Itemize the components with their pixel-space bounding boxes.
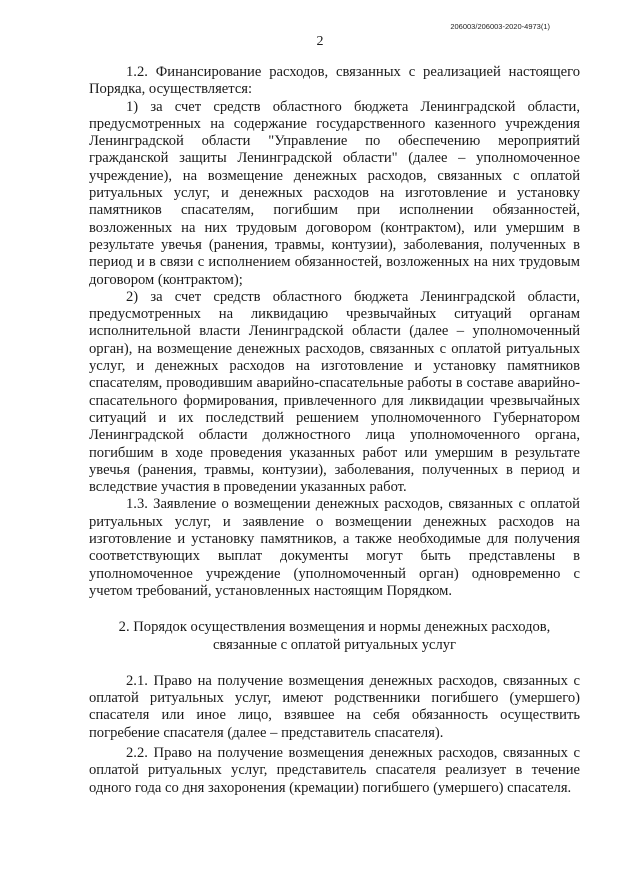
section-heading-line-2: связанные с оплатой ритуальных услуг [212,636,457,653]
document-id: 206003/206003-2020-4973(1) [450,22,550,31]
paragraph-2-1: 2.1. Право на получение возмещения денежных расходов, связанных с оплатой ритуальных услуг, имеют родственники погибшего (умершего) спасателя или иное лицо, взявшее на себя обязанность осуществить погребение спасателя (далее – представитель спасателя). [89,672,580,741]
document-body [89,64,580,797]
paragraph-2-2: 2.2. Право на получение возмещения денежных расходов, связанных с оплатой ритуальных услуг, представитель спасателя реализует в течение одного года со дня захоронения (кремации) погибшего (умершего) спасателя. [89,744,580,796]
paragraph-1-2: 1.2. Финансирование расходов, связанных с реализацией настоящего Порядка, осуществляется: [89,64,580,98]
page-number: 2 [316,34,324,49]
paragraph-1-2-item-1: 1) за счет средств областного бюджета Ленинградской области, предусмотренных на содержание государственного казенного учреждения Ленинградской области "Управление по обеспечению мероприятий гражданской защиты Ленинградской области" (далее – уполномоченное учреждение), на возмещение денежных расходов, связанных с оплатой ритуальных услуг, и денежных расходов на изготовление и установку памятников спасателям, погибшим при исполнении обязанностей, возложенных на них трудовым договором (контрактом), или умершим в результате увечья (ранения, травмы, контузии), заболевания, полученных в период и в связи с исполнением обязанностей, возложенных на них трудовым договором (контрактом); [89,98,580,288]
spacer [89,600,580,619]
paragraph-1-2-item-2: 2) за счет средств областного бюджета Ленинградской области, предусмотренных на ликвидацию чрезвычайных ситуаций органам исполнительной власти Ленинградской области (далее – уполномоченный орган), на возмещение денежных расходов, связанных с оплатой ритуальных услуг, и денежных расходов на изготовление и установку памятников спасателям, проводившим аварийно-спасательные работы в составе аварийно-спасательного формирования, привлеченного для ликвидации чрезвычайных ситуаций и их последствий решением уполномоченного Губернатором Ленинградской области должностного лица уполномоченного органа, погибшим в ходе проведения указанных работ или умершим в результате увечья (ранения, травмы, контузии), заболевания, полученных в период и вследствие участия в проведении указанных работ. [89,288,580,496]
section-heading-line-1: 2. Порядок осуществления возмещения и нормы денежных расходов, [118,619,551,636]
spacer [89,654,580,673]
paragraph-1-3: 1.3. Заявление о возмещении денежных расходов, связанных с оплатой ритуальных услуг, и заявление о возмещении денежных расходов на изготовление и установку памятников, а также необходимые для получения соответствующих выплат документы могут быть представлены в уполномоченное учреждение (уполномоченный орган) одновременно с учетом требований, установленных настоящим Порядком. [89,496,580,599]
